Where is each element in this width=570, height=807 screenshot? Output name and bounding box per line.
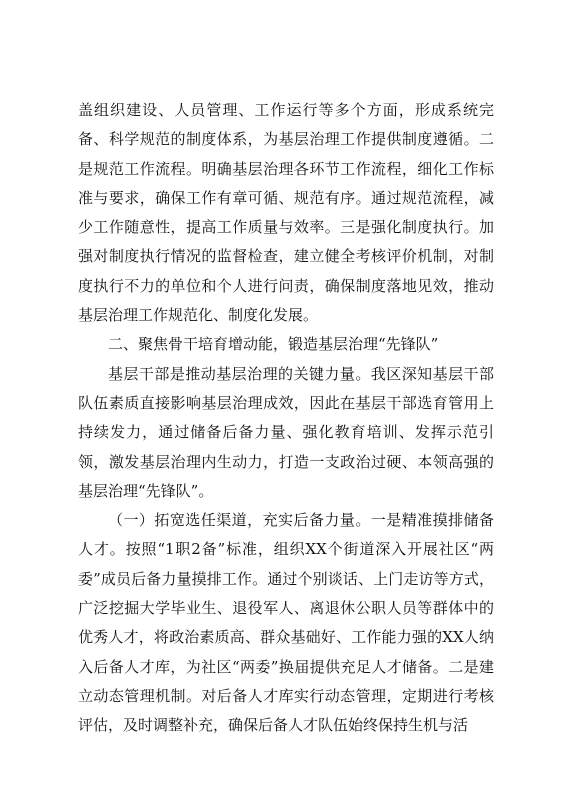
document-body [78, 96, 494, 741]
section-heading: 二、聚焦骨干培育增动能，锻造基层治理“先锋队” [108, 335, 439, 354]
body-paragraph: 基层干部是推动基层治理的关键力量。我区深知基层干部队伍素质直接影响基层治理成效，因此在基层干部选育管用上持续发力，通过储备后备力量、强化教育培训、发挥示范引领，激发基层治理内生动力，打造一支政治过硬、本领高强的基层治理“先锋队”。 [78, 364, 494, 500]
subsection-paragraph: （一）拓宽选任渠道，充实后备力量。一是精准摸排储备人才。按照“1职2备”标准，组织XX个街道深入开展社区“两委”成员后备力量摸排工作。通过个别谈话、上门走访等方式，广泛挖掘大学毕业生、退役军人、离退休公职人员等群体中的优秀人才，将政治素质高、群众基础好、工作能力强的XX人纳入后备人才库，为社区“两委”换届提供充足人才储备。二是建立动态管理机制。对后备人才库实行动态管理，定期进行考核评估，及时调整补充，确保后备人才队伍始终保持生机与活 [78, 511, 494, 735]
body-paragraph-continued: 盖组织建设、人员管理、工作运行等多个方面，形成系统完备、科学规范的制度体系，为基层治理工作提供制度遵循。二是规范工作流程。明确基层治理各环节工作流程，细化工作标准与要求，确保工作有章可循、规范有序。通过规范流程，减少工作随意性，提高工作质量与效率。三是强化制度执行。加强对制度执行情况的监督检查，建立健全考核评价机制，对制度执行不力的单位和个人进行问责，确保制度落地见效，推动基层治理工作规范化、制度化发展。 [78, 101, 494, 325]
